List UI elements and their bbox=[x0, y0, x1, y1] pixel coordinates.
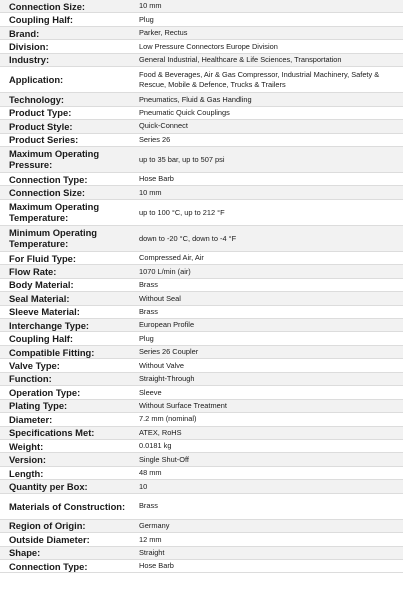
spec-row bbox=[0, 134, 403, 147]
spec-row bbox=[0, 13, 403, 26]
spec-row bbox=[0, 0, 403, 13]
spec-label: Compatible Fitting: bbox=[9, 346, 95, 358]
spec-value: Parker, Rectus bbox=[139, 28, 188, 38]
spec-value: Brass bbox=[139, 306, 158, 316]
spec-row bbox=[0, 400, 403, 413]
spec-row bbox=[0, 373, 403, 386]
spec-label: Weight: bbox=[9, 440, 44, 452]
spec-label: Application: bbox=[9, 74, 64, 86]
spec-value: Plug bbox=[139, 333, 154, 343]
spec-label: For Fluid Type: bbox=[9, 252, 77, 264]
spec-label: Outside Diameter: bbox=[9, 533, 90, 545]
spec-row bbox=[0, 54, 403, 67]
spec-value: European Profile bbox=[139, 320, 195, 330]
spec-label: Operation Type: bbox=[9, 386, 81, 398]
spec-row bbox=[0, 279, 403, 292]
spec-value: 7.2 mm (nominal) bbox=[139, 414, 197, 424]
spec-value: down to -20 °C, down to -4 °F bbox=[139, 233, 237, 243]
spec-row bbox=[0, 186, 403, 199]
spec-row bbox=[0, 346, 403, 359]
spec-row bbox=[0, 93, 403, 106]
spec-label: Connection Type: bbox=[9, 173, 88, 185]
spec-row bbox=[0, 520, 403, 533]
spec-value: Plug bbox=[139, 14, 154, 24]
spec-row bbox=[0, 120, 403, 133]
spec-label: Product Type: bbox=[9, 107, 72, 119]
spec-value: 48 mm bbox=[139, 468, 162, 478]
spec-value: Food & Beverages, Air & Gas Compressor, Industrial Machinery, Safety & Rescue, Mobile & Defence, Trucks & Trailers bbox=[139, 70, 380, 89]
spec-value: Without Seal bbox=[139, 293, 181, 303]
spec-label: Seal Material: bbox=[9, 292, 70, 304]
spec-value: 10 bbox=[139, 481, 148, 491]
spec-row bbox=[0, 306, 403, 319]
spec-row bbox=[0, 319, 403, 332]
spec-value: 0.0181 kg bbox=[139, 441, 172, 451]
spec-value: 10 mm bbox=[139, 1, 162, 11]
spec-row bbox=[0, 359, 403, 372]
spec-value: Brass bbox=[139, 501, 158, 511]
spec-label: Minimum Operating Temperature: bbox=[9, 227, 98, 250]
spec-value: Hose Barb bbox=[139, 561, 174, 571]
spec-label: Maximum Operating Pressure: bbox=[9, 148, 100, 171]
spec-row bbox=[0, 292, 403, 305]
spec-label: Coupling Half: bbox=[9, 14, 74, 26]
spec-label: Maximum Operating Temperature: bbox=[9, 201, 100, 224]
spec-label: Connection Type: bbox=[9, 560, 88, 572]
spec-value: Hose Barb bbox=[139, 174, 174, 184]
spec-row bbox=[0, 40, 403, 53]
spec-value: Series 26 Coupler bbox=[139, 347, 199, 357]
spec-value: 10 mm bbox=[139, 187, 162, 197]
spec-label: Shape: bbox=[9, 547, 41, 559]
spec-row bbox=[0, 467, 403, 480]
spec-value: ATEX, RoHS bbox=[139, 427, 182, 437]
spec-row bbox=[0, 453, 403, 466]
spec-label: Industry: bbox=[9, 54, 50, 66]
spec-label: Diameter: bbox=[9, 413, 53, 425]
spec-value: up to 100 °C, up to 212 °F bbox=[139, 207, 225, 217]
spec-label: Flow Rate: bbox=[9, 265, 57, 277]
spec-row bbox=[0, 494, 403, 520]
spec-value: Single Shut-Off bbox=[139, 454, 189, 464]
spec-row bbox=[0, 332, 403, 345]
spec-row bbox=[0, 547, 403, 560]
spec-row bbox=[0, 173, 403, 186]
spec-value: Low Pressure Connectors Europe Division bbox=[139, 41, 278, 51]
spec-row bbox=[0, 480, 403, 493]
spec-value: Series 26 bbox=[139, 134, 171, 144]
spec-row bbox=[0, 200, 403, 226]
spec-value: 12 mm bbox=[139, 534, 162, 544]
spec-row bbox=[0, 226, 403, 252]
spec-label: Valve Type: bbox=[9, 360, 60, 372]
spec-value: Quick-Connect bbox=[139, 121, 188, 131]
spec-row bbox=[0, 386, 403, 399]
spec-label: Plating Type: bbox=[9, 400, 68, 412]
spec-value: up to 35 bar, up to 507 psi bbox=[139, 154, 225, 164]
spec-label: Coupling Half: bbox=[9, 333, 74, 345]
spec-value: Brass bbox=[139, 280, 158, 290]
spec-label: Region of Origin: bbox=[9, 520, 86, 532]
spec-value: Pneumatic Quick Couplings bbox=[139, 108, 230, 118]
spec-label: Division: bbox=[9, 41, 49, 53]
spec-label: Length: bbox=[9, 467, 44, 479]
spec-row bbox=[0, 440, 403, 453]
spec-value: Pneumatics, Fluid & Gas Handling bbox=[139, 94, 252, 104]
spec-row bbox=[0, 147, 403, 173]
spec-value: Germany bbox=[139, 521, 170, 531]
spec-row bbox=[0, 27, 403, 40]
spec-value: Sleeve bbox=[139, 387, 162, 397]
spec-label: Body Material: bbox=[9, 279, 74, 291]
spec-value: 1070 L/min (air) bbox=[139, 266, 191, 276]
spec-label: Interchange Type: bbox=[9, 319, 90, 331]
spec-label: Version: bbox=[9, 454, 46, 466]
spec-label: Brand: bbox=[9, 27, 40, 39]
spec-row bbox=[0, 107, 403, 120]
spec-label: Connection Size: bbox=[9, 187, 86, 199]
spec-row bbox=[0, 413, 403, 426]
spec-label: Sleeve Material: bbox=[9, 306, 80, 318]
spec-label: Materials of Construction: bbox=[9, 500, 126, 512]
spec-label: Quantity per Box: bbox=[9, 480, 88, 492]
spec-row bbox=[0, 252, 403, 265]
spec-row bbox=[0, 560, 403, 573]
spec-value: Without Valve bbox=[139, 360, 185, 370]
spec-row bbox=[0, 533, 403, 546]
spec-row bbox=[0, 427, 403, 440]
spec-value: General Industrial, Healthcare & Life Sciences, Transportation bbox=[139, 55, 342, 65]
spec-label: Technology: bbox=[9, 93, 65, 105]
spec-value: Straight-Through bbox=[139, 374, 195, 384]
spec-value: Straight bbox=[139, 547, 165, 557]
spec-label: Specifications Met: bbox=[9, 427, 95, 439]
spec-label: Connection Size: bbox=[9, 0, 86, 12]
spec-row bbox=[0, 265, 403, 278]
spec-value: Without Surface Treatment bbox=[139, 401, 227, 411]
spec-value: Compressed Air, Air bbox=[139, 253, 204, 263]
spec-row bbox=[0, 67, 403, 93]
spec-label: Function: bbox=[9, 373, 52, 385]
spec-label: Product Style: bbox=[9, 120, 73, 132]
spec-label: Product Series: bbox=[9, 134, 79, 146]
